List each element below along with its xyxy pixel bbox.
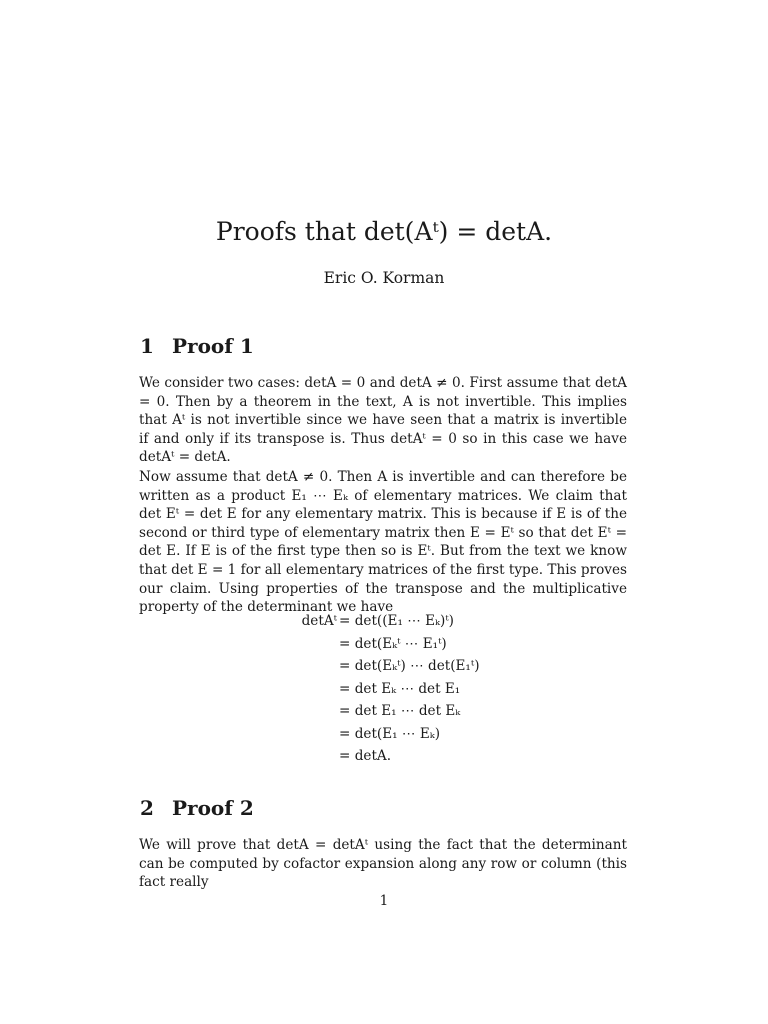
section-heading-1 xyxy=(140,333,254,359)
author-name: Eric O. Korman xyxy=(323,269,445,287)
equation-rhs: = det((E₁ ⋯ Eₖ)ᵗ) xyxy=(339,613,454,629)
section-title: Proof 1 xyxy=(172,334,254,358)
equation-rhs: = det E₁ ⋯ det Eₖ xyxy=(339,703,461,719)
equation-row xyxy=(280,745,600,768)
paragraph-invertible-case: Now assume that detA ≠ 0. Then A is invertible and can therefore be written as a product E₁ ⋯ Eₖ of elementary matrices. We claim that det Eᵗ = det E for any elementary matrix. This is because if E is of the second or third type of elementary matrix then E = Eᵗ so that det Eᵗ = det E. If E is of the first type then so is Eᵗ. But from the text we know that det E = 1 for all elementary matrices of the first type. This proves our claim. Using properties of the transpose and the multiplicative property of the determinant we have xyxy=(139,469,627,616)
paragraph-proof-2: We will prove that detA = detAᵗ using the fact that the determinant can be computed by cofactor expansion along any row or column (this fact really xyxy=(139,837,627,891)
equation-rhs: = det(Eₖᵗ) ⋯ det(E₁ᵗ) xyxy=(339,658,480,674)
section-title: Proof 2 xyxy=(172,796,254,820)
equation-row xyxy=(280,700,600,723)
page-number: 1 xyxy=(379,893,389,909)
equation-rhs: = det Eₖ ⋯ det E₁ xyxy=(339,680,461,697)
equation-row xyxy=(280,723,600,746)
equation-row xyxy=(280,633,600,656)
paper-title: Proofs that det(Aᵗ) = detA. xyxy=(215,217,553,246)
equation-row xyxy=(280,655,600,678)
equation-lhs: detAᵗ xyxy=(301,613,337,629)
equation-row xyxy=(280,610,600,633)
equation-rhs: = detA. xyxy=(339,748,392,764)
section-number: 2 xyxy=(140,796,154,820)
aligned-equation xyxy=(280,610,600,768)
equation-rhs: = det(Eₖᵗ ⋯ E₁ᵗ) xyxy=(339,635,447,652)
equation-row xyxy=(280,678,600,701)
section-number: 1 xyxy=(140,334,154,358)
paragraph-case-split: We consider two cases: detA = 0 and detA ≠ 0. First assume that detA = 0. Then by a theorem in the text, A is not invertible. This implies that Aᵗ is not invertible since we have seen that a matrix is invertible if and only if its transpose is. Thus detAᵗ = 0 so in this case we have detAᵗ = detA. xyxy=(139,375,627,466)
equation-rhs: = det(E₁ ⋯ Eₖ) xyxy=(339,725,441,742)
section-heading-2 xyxy=(140,795,254,821)
